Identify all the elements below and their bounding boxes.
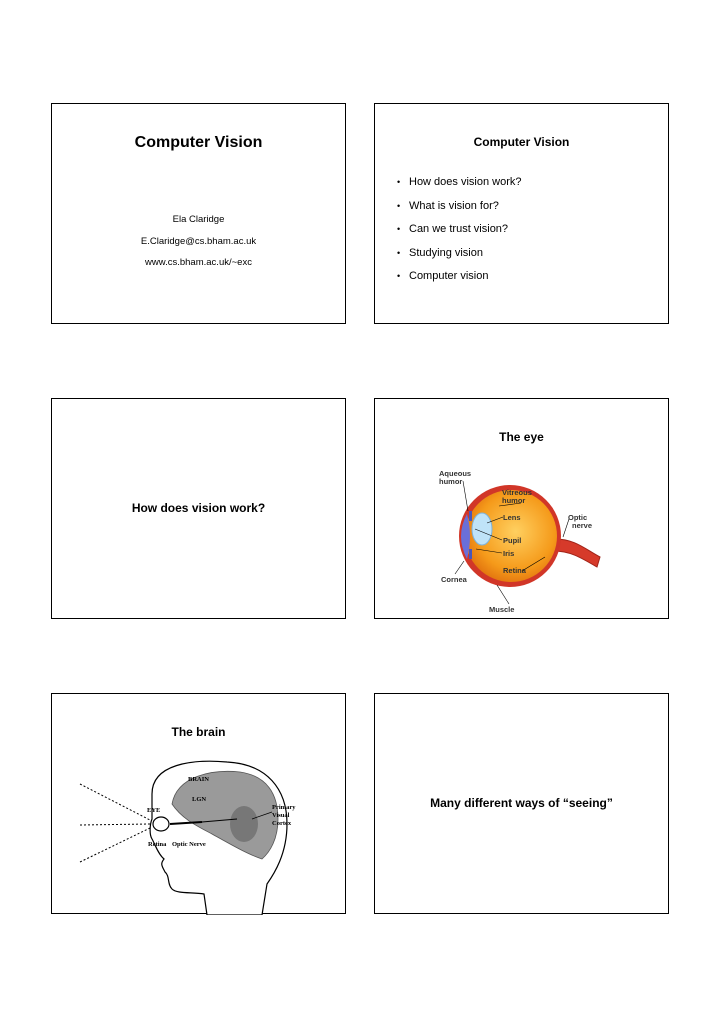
outline-heading: Computer Vision [473,135,570,149]
label-brain: BRAIN [188,776,209,783]
label-primary: Primary [272,804,296,811]
slide-outline [374,103,669,324]
slide-section [51,398,346,619]
label-lens: Lens [503,513,521,522]
title-heading: Computer Vision [134,134,263,151]
label-vitreous: Vitreous [502,488,532,497]
label-muscle: Muscle [489,605,515,614]
section-heading: How does vision work? [131,501,266,515]
label-iris: Iris [503,549,515,558]
outline-bullet: • Studying vision [397,246,483,259]
label-retina: Retina [148,841,167,848]
outline-bullet-list [397,175,522,293]
label-vitreous-humor: humor [502,496,526,505]
outline-bullet: • Computer vision [397,270,489,282]
iris-top-shape [469,511,472,521]
label-optic-nerve: Optic Nerve [172,841,206,848]
visual-cortex-shape [230,806,258,842]
slide-title [51,103,346,324]
label-aqueous: Aqueous [439,469,472,478]
author-website: www.cs.bham.ac.uk/~exc [145,257,252,268]
brain-heading: The brain [171,725,226,739]
eye-heading: The eye [499,430,544,444]
label-cortex: Cortex [272,820,292,827]
sight-lines [80,784,150,862]
label-lgn: LGN [192,796,207,803]
label-aqueous-humor: humor [439,477,463,486]
outline-bullet: • How does vision work? [397,176,522,188]
eyeball-shape [153,817,169,831]
outline-bullet: • Can we trust vision? [397,223,509,235]
slide-eye [374,398,669,619]
eye-diagram [375,399,670,620]
iris-bottom-shape [469,549,472,559]
label-optic: Optic [568,513,588,522]
label-nerve: nerve [572,521,593,530]
author-name: Ela Claridge [172,214,225,225]
author-email: E.Claridge@cs.bham.ac.uk [140,236,257,247]
label-eye: EYE [147,807,161,814]
slide-seeing [374,693,669,914]
label-pupil: Pupil [503,536,522,545]
seeing-heading: Many different ways of “seeing” [430,796,613,810]
label-cornea: Cornea [441,575,467,584]
brain-diagram [52,694,347,915]
outline-bullet: • What is vision for? [397,199,499,212]
label-visual: Visual [272,812,290,819]
slide-brain [51,693,346,914]
label-retina: Retina [503,566,526,575]
